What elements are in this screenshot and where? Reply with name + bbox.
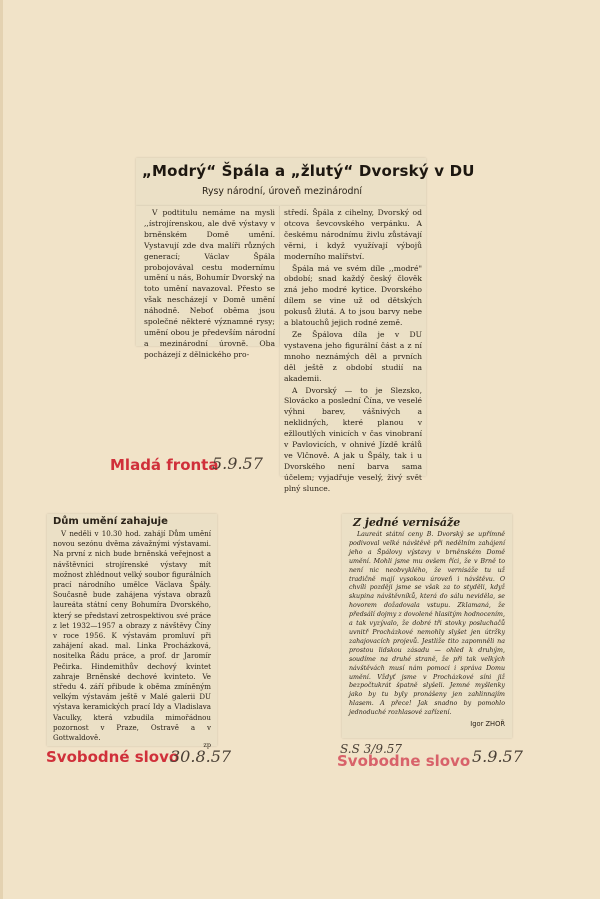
stamp-svobodne-slovo: Svobodne slovo xyxy=(337,752,471,770)
handwritten-date: 5.9.57 xyxy=(472,747,523,766)
article1-column2 xyxy=(280,206,426,493)
article3-paragraph: Laureát státní ceny B. Dvorský se upřímně podivoval velké návštěvě při nedělním zahájení jeho a Špálovy výstavy v brněnském Domě umění. Mohli jsme mu ovšem říci, že v Brně to není nic neobvyklého, že vernisáže tu už tradičně mají vysokou úroveň i návštěvu. O chvíli později jsme se však za to styděli, když skupina návštěvníků, která do sálu neviděla, se hovorem dožadovala vstupu. Zklamaná, že předsálí dojmy z dovolené hlasitým hodnocením, a tak vyzývalo, že dobré tři stovky posluchačů uvnitř Procházkové nemohly slyšet jen útržky zahajovacích projevů. Jestliže tito zapomněli na prostou lidskou zásadu — ohled k druhým, soudíme na druhé straně, že při tak velkých návštěvách musí nám pomoci i správa Domu umění. Vždyť jsme v Procházkové síni již bezpočtukrát špatně slyšeli. Jemné myšlenky jako by tu byly pronášeny jen zahlinnajím hlasem. A přece! Jak snadno by pomohlo jednoduché rozhlasové zařízení. xyxy=(349,531,505,717)
stamp-svobodne-slovo: Svobodné slovo xyxy=(46,748,180,766)
handwritten-date: 5.9.57 xyxy=(212,454,263,473)
article1-paragraph: středí. Špála z cihelny, Dvorský od otcova ševcovského verpánku. A českému národnímu živlu zůstávají věrni, i když využívají výbojů moderního malířství. xyxy=(284,208,422,261)
article3-signature: Igor ZHOŘ xyxy=(470,720,505,729)
article2-paragraph: V neděli v 10.30 hod. zahájí Dům umění novou sezónu dvěma závažnými výstavami. Na první z nich bude brněnská veřejnost a návštěvníci strojírenské výstavy mít možnost zhlédnout velký soubor figurálních prací národního umělce Václava Špály. Současně bude zahájena výstava obrazů laureáta státní ceny Bohumíra Dvorského, který se představí zetrospektivou své práce z let 1932—1957 a obrazy z návštěvy Číny v roce 1956. K výstavám promluví při zahájení akad. mal. Linka Procházková, nositelka Řádu práce, a prof. dr Jaromír Pečirka. Hindemithův dechový kvintet zahraje Brněnské dechové kvinteto. Ve středu 4. září přibude k oběma zmíněným velkým výstavám ještě v Malé galerii DU výstava keramických prací Idy a Vladislava Vaculky, která vzbudila mimořádnou pozornost v Praze, Ostravě a v Gottwaldově. xyxy=(53,529,211,743)
article1-title: „Modrý“ Špála a „žlutý“ Dvorský v DU xyxy=(142,162,475,180)
article3-title: Z jedné vernisáže xyxy=(353,516,461,529)
article1-subtitle: Rysy národní, úroveň mezinárodní xyxy=(201,186,363,197)
article1-header xyxy=(136,158,475,206)
article3-clipping xyxy=(342,514,512,738)
handwritten-date: 30.8.57 xyxy=(170,747,232,766)
article1-column1 xyxy=(136,206,279,359)
stamp-mlada-fronta: Mladá fronta xyxy=(110,456,219,474)
article1-paragraph: Ze Špálova díla je v DU vystavena jeho figurální část a z ní mnoho neznámých děl a prvních děl ještě z období studií na akademii. xyxy=(284,329,422,383)
article1-paragraph: Špála má ve svém díle ,,modré" období; snad každý český člověk zná jeho modré kytice. Dvorského dílem se vine už od dětských pokusů žlutá. A to jsou barvy nebe a blatouchů jejich rodné země. xyxy=(284,263,422,328)
article2-signature: zp xyxy=(203,741,211,750)
paper-edge xyxy=(0,0,3,899)
handwritten-date: S.S 3/9.57 xyxy=(340,742,403,756)
article2-title: Dům umění zahajuje xyxy=(53,516,168,527)
article1-paragraph: V podtitulu nemáme na mysli ,,ístrojírenskou, ale dvě výstavy v brněnském Domě umění. Vystavují zde dva malíři různých generací; Václav Špála probojovával cestu modernímu umění u nás, Bohumír Dvorský na toto umění navazoval. Přesto se však nescházejí v Domě umění náhodně. Neboť oběma jsou společné některé významné rysy; umění obou je především národní a mezinárodní úrovně. Oba pocházejí z dělnického pro- xyxy=(144,208,275,359)
article1-paragraph: A Dvorský — to je Slezsko, Slovácko a poslední Čína, ve veselé výhni barev, vášnivých a neklidných, které planou v ežlloutlých vinicích v čas vinobraní v Pavlovicích, v ohnivé Jízdě králů ve Vlčnově. A jak u Špály, tak i u Dvorského není barva sama účelem; vyjadřuje veselý, živý svět plný slunce. xyxy=(284,385,422,493)
article2-clipping xyxy=(47,514,217,750)
